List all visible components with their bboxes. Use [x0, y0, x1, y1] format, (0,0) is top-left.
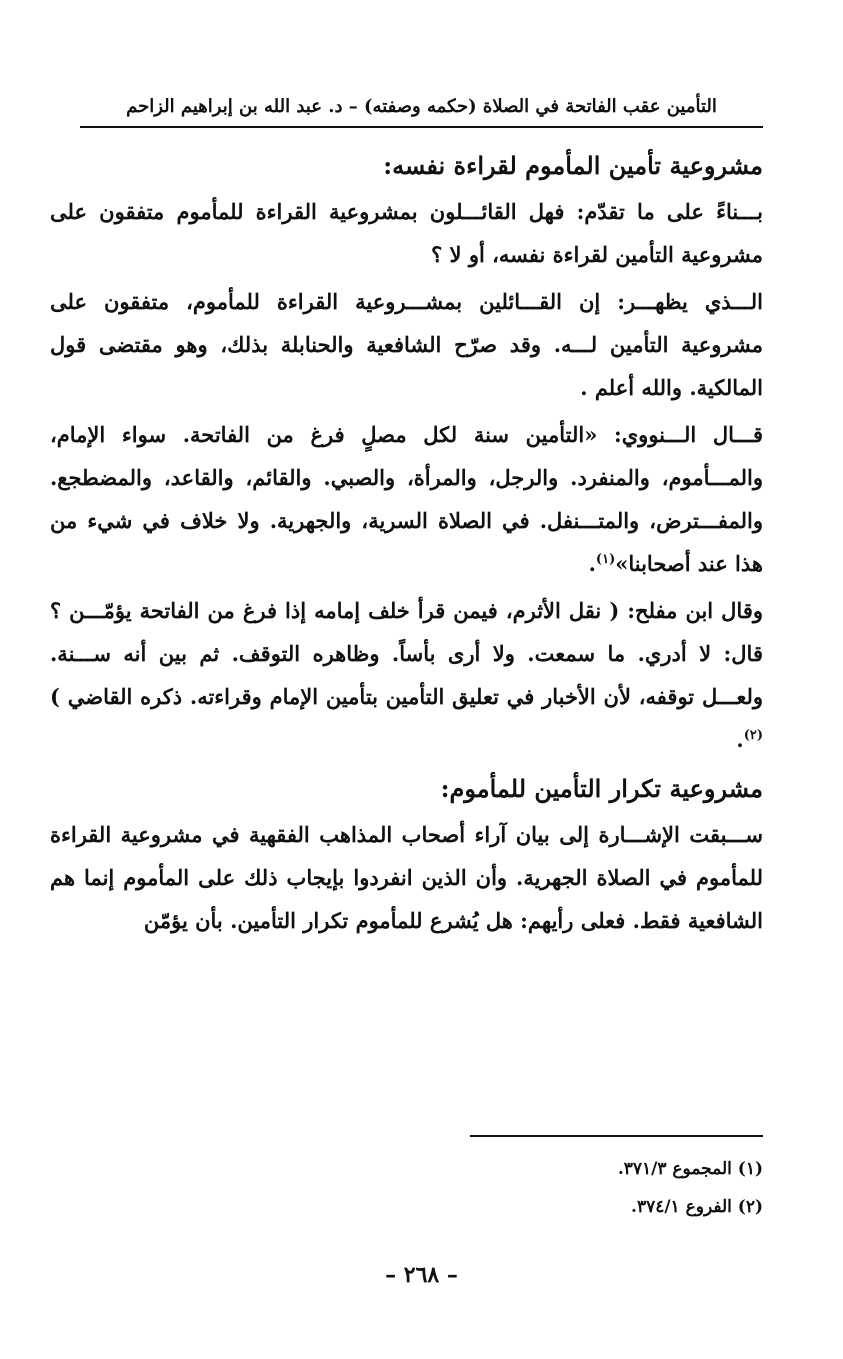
paragraph-ibn-muflih-quote: وقال ابن مفلح: ( نقل الأثرم، فيمن قرأ خلف إمامه إذا فرغ من الفاتحة يؤمّـــن ؟ قال: لا أدري. ما سمعت. ولا أرى بأساً. وظاهره التوقف. ثم بين أنه ســـنة. ولعـــل توقفه، لأن الأخبار في تعليق التأمين بتأمين الإمام وقراءته. ذكره القاضي ) $^{(٢)}$.: [50, 598, 763, 752]
page-number: – ٢٦٨ –: [385, 1262, 458, 1288]
ibn-muflih-quote-text: وقال ابن مفلح: ( نقل الأثرم، فيمن قرأ خلف إمامه إذا فرغ من الفاتحة يؤمّـــن ؟ قال: لا أدري. ما سمعت. ولا أرى بأساً. وظاهره التوقف. ثم بين أنه ســـنة. ولعـــل توقفه، لأن الأخبار في تعليق التأمين بتأمين الإمام وقراءته. ذكره القاضي ): [50, 598, 763, 709]
paragraph-repeat-amen: ســـبقت الإشـــارة إلى بيان آراء أصحاب المذاهب الفقهية في مشروعية القراءة للمأموم في الصلاة الجهرية. وأن الذين انفردوا بإيجاب ذلك على المأموم إنما هم الشافعية فقط. فعلى رأيهم: هل يُشرع للمأموم تكرار التأمين. بأن يؤمّن: [50, 822, 763, 933]
footnote-mark-1: (١): [595, 552, 616, 567]
footnote-rule: [470, 1135, 763, 1137]
header-rule: [80, 126, 763, 128]
section-heading-repeat-amen: مشروعية تكرار التأمين للمأموم:: [440, 774, 763, 803]
running-header: التأمين عقب الفاتحة في الصلاة (حكمه وصفته) – د. عبد الله بن إبراهيم الزاحم: [126, 96, 717, 117]
paragraph-nawawi-quote: قـــال الـــنووي: «التأمين سنة لكل مصلٍ فرغ من الفاتحة. سواء الإمام، والمـــأموم، والمنفرد. والرجل، والمرأة، والصبي. والقائم، والقاعد، والمضطجع. والمفـــترض، والمتـــنفل. في الصلاة السرية، والجهرية. ولا خلاف في شيء من هذا عند أصحابنا»$^{(١)}$.: [50, 422, 763, 576]
footnotes: [470, 1150, 763, 1226]
nawawi-quote-text: قـــال الـــنووي: «التأمين سنة لكل مصلٍ فرغ من الفاتحة. سواء الإمام، والمـــأموم، والمنفرد. والرجل، والمرأة، والصبي. والقائم، والقاعد، والمضطجع. والمفـــترض، والمتـــنفل. في الصلاة السرية، والجهرية. ولا خلاف في شيء من هذا عند أصحابنا»: [50, 422, 763, 576]
page-body: [50, 142, 763, 946]
section-heading-self-amen: مشروعية تأمين المأموم لقراءة نفسه:: [383, 151, 763, 180]
footnote-mark-2: (٢): [743, 728, 763, 743]
footnote-2: (٢) الفروع ٣٧٤/١.: [631, 1197, 763, 1217]
paragraph-2: الـــذي يظهـــر: إن القـــائلين بمشـــروعية القراءة للمأموم، متفقون على مشروعية التأمين لـــه. وقد صرّح الشافعية والحنابلة بذلك، وهو مقتضى قول المالكية. والله أعلم .: [50, 289, 763, 400]
footnote-1: (١) المجموع ٣٧١/٣.: [617, 1159, 763, 1179]
paragraph-1: بـــناءً على ما تقدّم: فهل القائـــلون بمشروعية القراءة للمأموم متفقون على مشروعية التأمين لقراءة نفسه، أو لا ؟: [50, 199, 763, 267]
